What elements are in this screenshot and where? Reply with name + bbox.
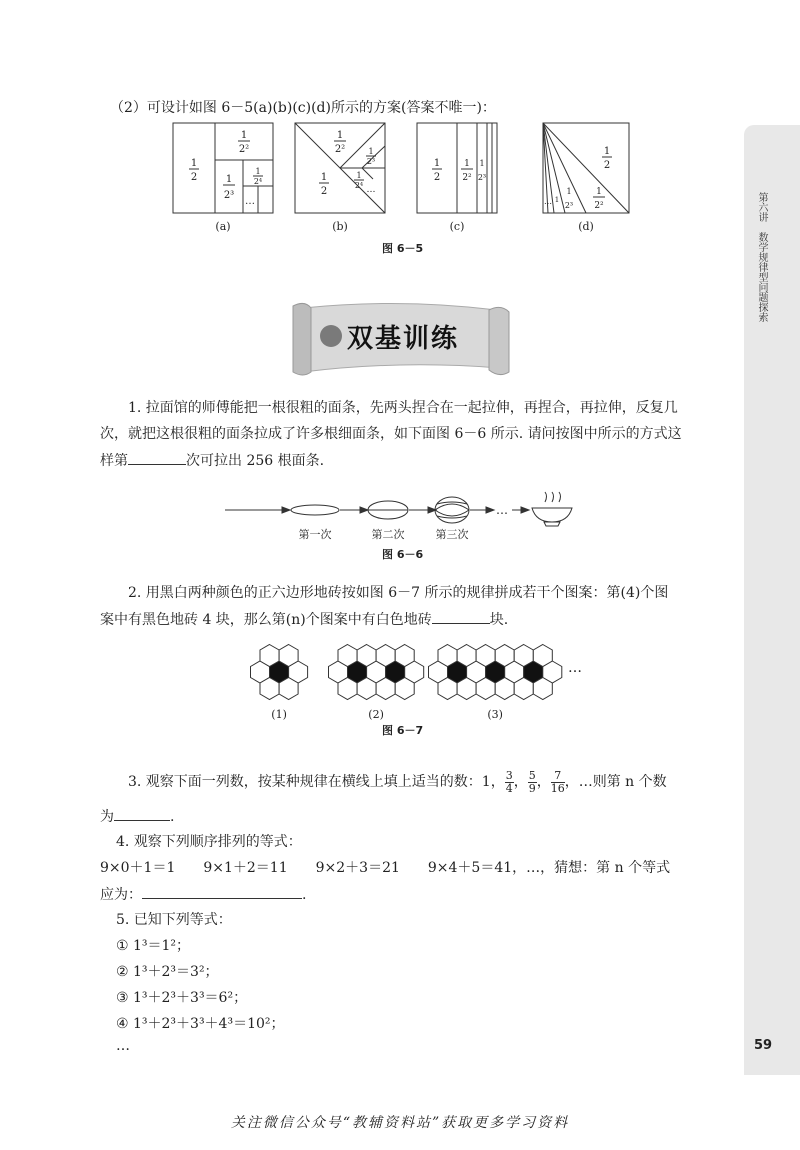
svg-text:2³: 2³ [223, 190, 235, 201]
intro-text: （2）可设计如图 6－5(a)(b)(c)(d)所示的方案(答案不唯一)： [110, 100, 496, 116]
svg-text:1: 1 [433, 158, 441, 169]
fig-a-half-n: 1 [190, 158, 198, 169]
white-tile [260, 645, 279, 667]
fig-6-6-label-2: 第二次 [371, 528, 405, 541]
fig-6-6-label-1: 第一次 [298, 528, 332, 541]
svg-text:2: 2 [320, 186, 328, 197]
svg-text:1: 1 [240, 130, 248, 141]
side-topic: 数学规律型问题探索 [756, 232, 767, 322]
svg-text:2: 2 [433, 172, 441, 183]
svg-text:2⁴: 2⁴ [354, 181, 364, 190]
white-tile [279, 645, 298, 667]
side-tab [744, 125, 800, 1075]
svg-text:1: 1 [356, 171, 362, 180]
svg-text:1: 1 [603, 146, 611, 157]
q1-line3: 样第 次可拉出 256 根面条. [100, 450, 324, 471]
fig-6-7-label-2: (2) [368, 708, 384, 721]
section-banner [285, 300, 515, 378]
white-tile [514, 645, 533, 667]
white-tile [279, 678, 298, 700]
q2-line1: 2. 用黑白两种颜色的正六边形地砖按如图 6－7 所示的规律拼成若干个图案：第(4)个图 [128, 585, 669, 601]
white-tile [338, 678, 357, 700]
fig-6-5-caption: 图 6－5 [382, 242, 424, 255]
svg-text:1: 1 [596, 187, 602, 197]
fig-b-label: (b) [332, 220, 348, 233]
footer-note: 关注微信公众号“教辅资料站”获取更多学习资料 [230, 1115, 570, 1131]
white-tile [357, 678, 376, 700]
side-chapter-label [755, 192, 771, 322]
q3-frac-2: $\frac{5}{9}$ [528, 768, 536, 795]
figure-6-5 [165, 118, 645, 258]
q3-line2: 为 . [100, 806, 174, 827]
svg-text:1: 1 [336, 130, 344, 141]
q3-frac-1: $\frac{3}{4}$ [505, 768, 513, 795]
white-tile [495, 678, 514, 700]
q1-answer-blank[interactable] [128, 450, 186, 465]
q4-line1: 4. 观察下列顺序排列的等式： [116, 834, 302, 850]
svg-text:2³: 2³ [366, 157, 376, 166]
svg-text:1: 1 [320, 172, 328, 183]
page-number: 59 [754, 1038, 773, 1053]
fig-6-6-label-3: 第三次 [435, 528, 469, 541]
fig-6-7-label-3: (3) [487, 708, 503, 721]
svg-text:…: … [366, 185, 376, 195]
svg-text:2²: 2² [462, 173, 472, 183]
q2-answer-blank[interactable] [432, 609, 490, 624]
fig-a-label: (a) [215, 220, 231, 233]
white-tile [438, 678, 457, 700]
q5-item-4: ④ 1³＋2³＋3³＋4³＝10²； [116, 1016, 285, 1032]
svg-text:2³: 2³ [477, 173, 487, 182]
side-chapter: 第六讲 [756, 192, 767, 222]
white-tile [376, 645, 395, 667]
q4-answer-blank[interactable] [142, 884, 302, 899]
white-tile [395, 645, 414, 667]
q1-line1: 1. 拉面馆的师傅能把一根很粗的面条，先两头捏合在一起拉伸，再捏合，再拉伸，反复几 [128, 400, 678, 416]
white-tile [260, 678, 279, 700]
q3-line1: 3. 观察下面一列数，按某种规律在横线上填上适当的数：1， $\frac{3}{4}$ ， $\frac{5}{9}$ ， $\frac{7}{16}$ ，…则第 n 个数 [128, 768, 667, 795]
svg-text:1: 1 [464, 159, 470, 169]
svg-text:2²: 2² [238, 144, 250, 155]
fig-6-6-caption: 图 6－6 [382, 548, 424, 561]
fig-d-label: (d) [578, 220, 594, 233]
q4-line3: 应为： . [100, 884, 306, 905]
q5-item-1: ① 1³＝1²； [116, 938, 191, 954]
svg-text:…: … [544, 197, 552, 206]
white-tile [376, 678, 395, 700]
white-tile [438, 645, 457, 667]
svg-text:…: … [245, 196, 255, 207]
white-tile [457, 645, 476, 667]
figure-6-7 [250, 640, 600, 730]
white-tile [495, 645, 514, 667]
white-tile [514, 678, 533, 700]
q5-line1: 5. 已知下列等式： [116, 912, 232, 928]
fig-c-label: (c) [449, 220, 465, 233]
white-tile [338, 645, 357, 667]
fig-6-7-caption: 图 6－7 [382, 724, 424, 737]
svg-text:2³: 2³ [564, 201, 574, 210]
white-tile [476, 645, 495, 667]
svg-text:2²: 2² [334, 144, 346, 155]
svg-text:2⁴: 2⁴ [253, 177, 263, 186]
white-tile [533, 645, 552, 667]
fig-6-7-dots: … [568, 660, 582, 676]
q5-dots: … [116, 1038, 130, 1054]
svg-text:2: 2 [603, 160, 611, 171]
fig-6-7-label-1: (1) [271, 708, 287, 721]
svg-text:1: 1 [566, 187, 572, 196]
white-tile [476, 678, 495, 700]
fig-6-6-dots: … [496, 503, 508, 517]
banner-title: 双基训练 [347, 324, 460, 354]
white-tile [533, 678, 552, 700]
svg-text:2²: 2² [594, 201, 604, 211]
q1-line2: 次，就把这根很粗的面条拉成了许多根细面条，如下面图 6－6 所示. 请问按图中所示的方式这 [100, 426, 682, 442]
q2-line2: 案中有黑色地砖 4 块，那么第(n)个图案中有白色地砖 块. [100, 609, 508, 630]
svg-text:1: 1 [554, 196, 560, 204]
white-tile [395, 678, 414, 700]
svg-text:1: 1 [225, 174, 233, 185]
svg-text:2: 2 [190, 172, 198, 183]
banner-circle-icon [320, 325, 342, 347]
svg-text:1: 1 [255, 167, 261, 176]
q5-item-2: ② 1³＋2³＝3²； [116, 964, 219, 980]
white-tile [357, 645, 376, 667]
q5-item-3: ③ 1³＋2³＋3³＝6²； [116, 990, 248, 1006]
white-tile [457, 678, 476, 700]
svg-text:1: 1 [368, 147, 374, 156]
svg-text:1: 1 [479, 159, 485, 168]
q4-line2: 9×0＋1＝1 9×1＋2＝11 9×2＋3＝21 9×4＋5＝41，…，猜想：第 n 个等式 [100, 860, 671, 876]
q3-frac-3: $\frac{7}{16}$ [550, 768, 565, 795]
q3-answer-blank[interactable] [114, 806, 170, 821]
